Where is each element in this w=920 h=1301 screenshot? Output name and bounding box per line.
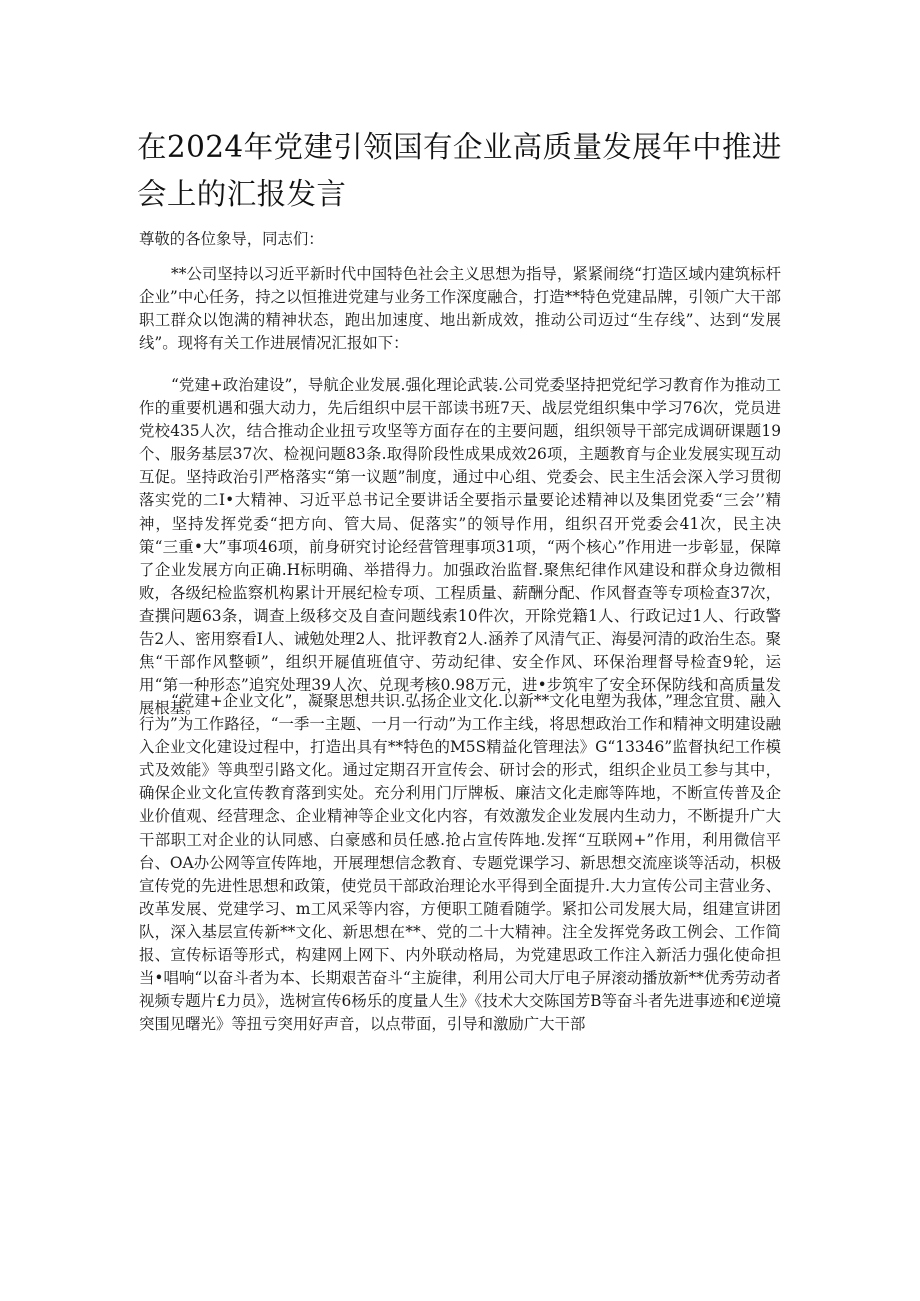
paragraph-corporate-culture: “党建+企业文化”，凝聚思想共识.弘扬企业文化.以新**文化电塑为我体，”理念宜贯、融入行为”为工作路径，“一季一主题、一月一行动”为工作主线，将思想政治工作和精神文明建设融入企业文化建设过程中，打造出具有**特色的M5S精益化管理法》G“13346”监督执纪工作模式及效能》等典型引路文化。通过定期召开宣传会、研讨会的形式，组织企业员工参与其中，确保企业文化宣传教育落到实处。充分利用门厅牌板、廉洁文化走廊等阵地，不断宣传普及企业价值观、经营理念、企业精神等企业文化内容，有效激发企业发展内生动力，不断提升广大干部职工对企业的认同感、白豪感和员任感.抢占宣传阵地.发挥“互联网+”作用，利用微信平台、OA办公网等宣传阵地，开展理想信念教育、专题党课学习、新思想交流座谈等活动，枳极宣传党的先进性思想和政策，使党员干部政治理论水平得到全面提升.大力宣传公司主营业务、改革发展、党建学习、m工风采等内容，方便职工随看随学。紧扣公司发展大局，组建宣讲团队，深入基层宣传新**文化、新思想在**、党的二十大精神。注全发挥党务政工例会、工作简报、宣传标语等形式，构建网上网下、内外联动格局，为党建思政工作注入新活力强化使命担当•唱响“以奋斗者为本、长期艰苦奋斗“主旋律，利用公司大厅电子屏滚动播放新**优秀劳动者视频专题片£力员》，选树宣传6杨乐的度量人生》《技术大交陈国芳B等奋斗者先进事迹和€逆境突围见曙光》等扭亏突用好声音，以点带面，引导和激励广大干部 [139, 692, 781, 1034]
paragraph-political-building: “党建+政治建设”，导航企业发展.强化理论武装.公司党委坚持把党纪学习教育作为推动工作的重要机遇和强大动力，先后组织中层干部读书班7天、战层党组织集中学习76次，党员进党校435人次，结合推动企业扭亏攻坚等方面存在的主要问题，组织领导干部完成调研课题19个、服务基层37次、检视问题83条.取得阶段性成果成效26项，主题教育与企业发展实现互动互促。坚持政治引严格落实“第一议题”制度，通过中心组、党委会、民主生活会深入学习贯彻落实党的二I•大精神、习近平总书记全要讲话全要指示量要论述精神以及集团党委“三会’’精神，坚持发挥党委“把方向、管大局、促落实”的领导作用，组织召开党委会41次，民主决策“三重•大”事项46项，前身研究讨论经营管理事项31项，“两个核心”作用进一步彰显，保障了企业发展方向正确.H标明确、举措得力。加强政治监督.聚焦纪律作风建设和群众身边微相败，各级纪检监察机构累计开展纪检专项、工程质量、薪酬分配、作风督查等专项检查37次，查撰问题63条，调查上级移交及自查问题线索10件次，开除党籍1人、行政记过1人、行政警告2人、密用察看I人、诫勉处理2人、批评教育2人.涵养了风清气正、海晏河清的政治生态。聚焦“干部作风整顿”，组织开屣值班值守、劳动纪律、安全作风、环保治理督导检査9轮，运用“第一种形态”追究处理39人次、兑现考核0.98万元，进•步筑牢了安全环保防线和高质量发展根基。 [139, 376, 781, 718]
document-title: 在2024年党建引领国有企业高质量发展年中推进会上的汇报发言 [137, 130, 782, 211]
paragraph-intro: **公司坚持以习近平新时代中国特色社会主义思想为指导，紧紧闹绕“打造区域内建筑标杆企业”中心任务，持之以恒推进党建与业务工作深度融合，打造**特色党建品牌，引领广大干部职工群众以饱满的精神状态，跑出加速度、地出新成效，推动公司迈过“生存线”、达到“发展线”。现将有关工作进展情况汇报如下： [139, 265, 781, 353]
salutation: 尊敬的各位象导，同志们： [139, 230, 324, 248]
